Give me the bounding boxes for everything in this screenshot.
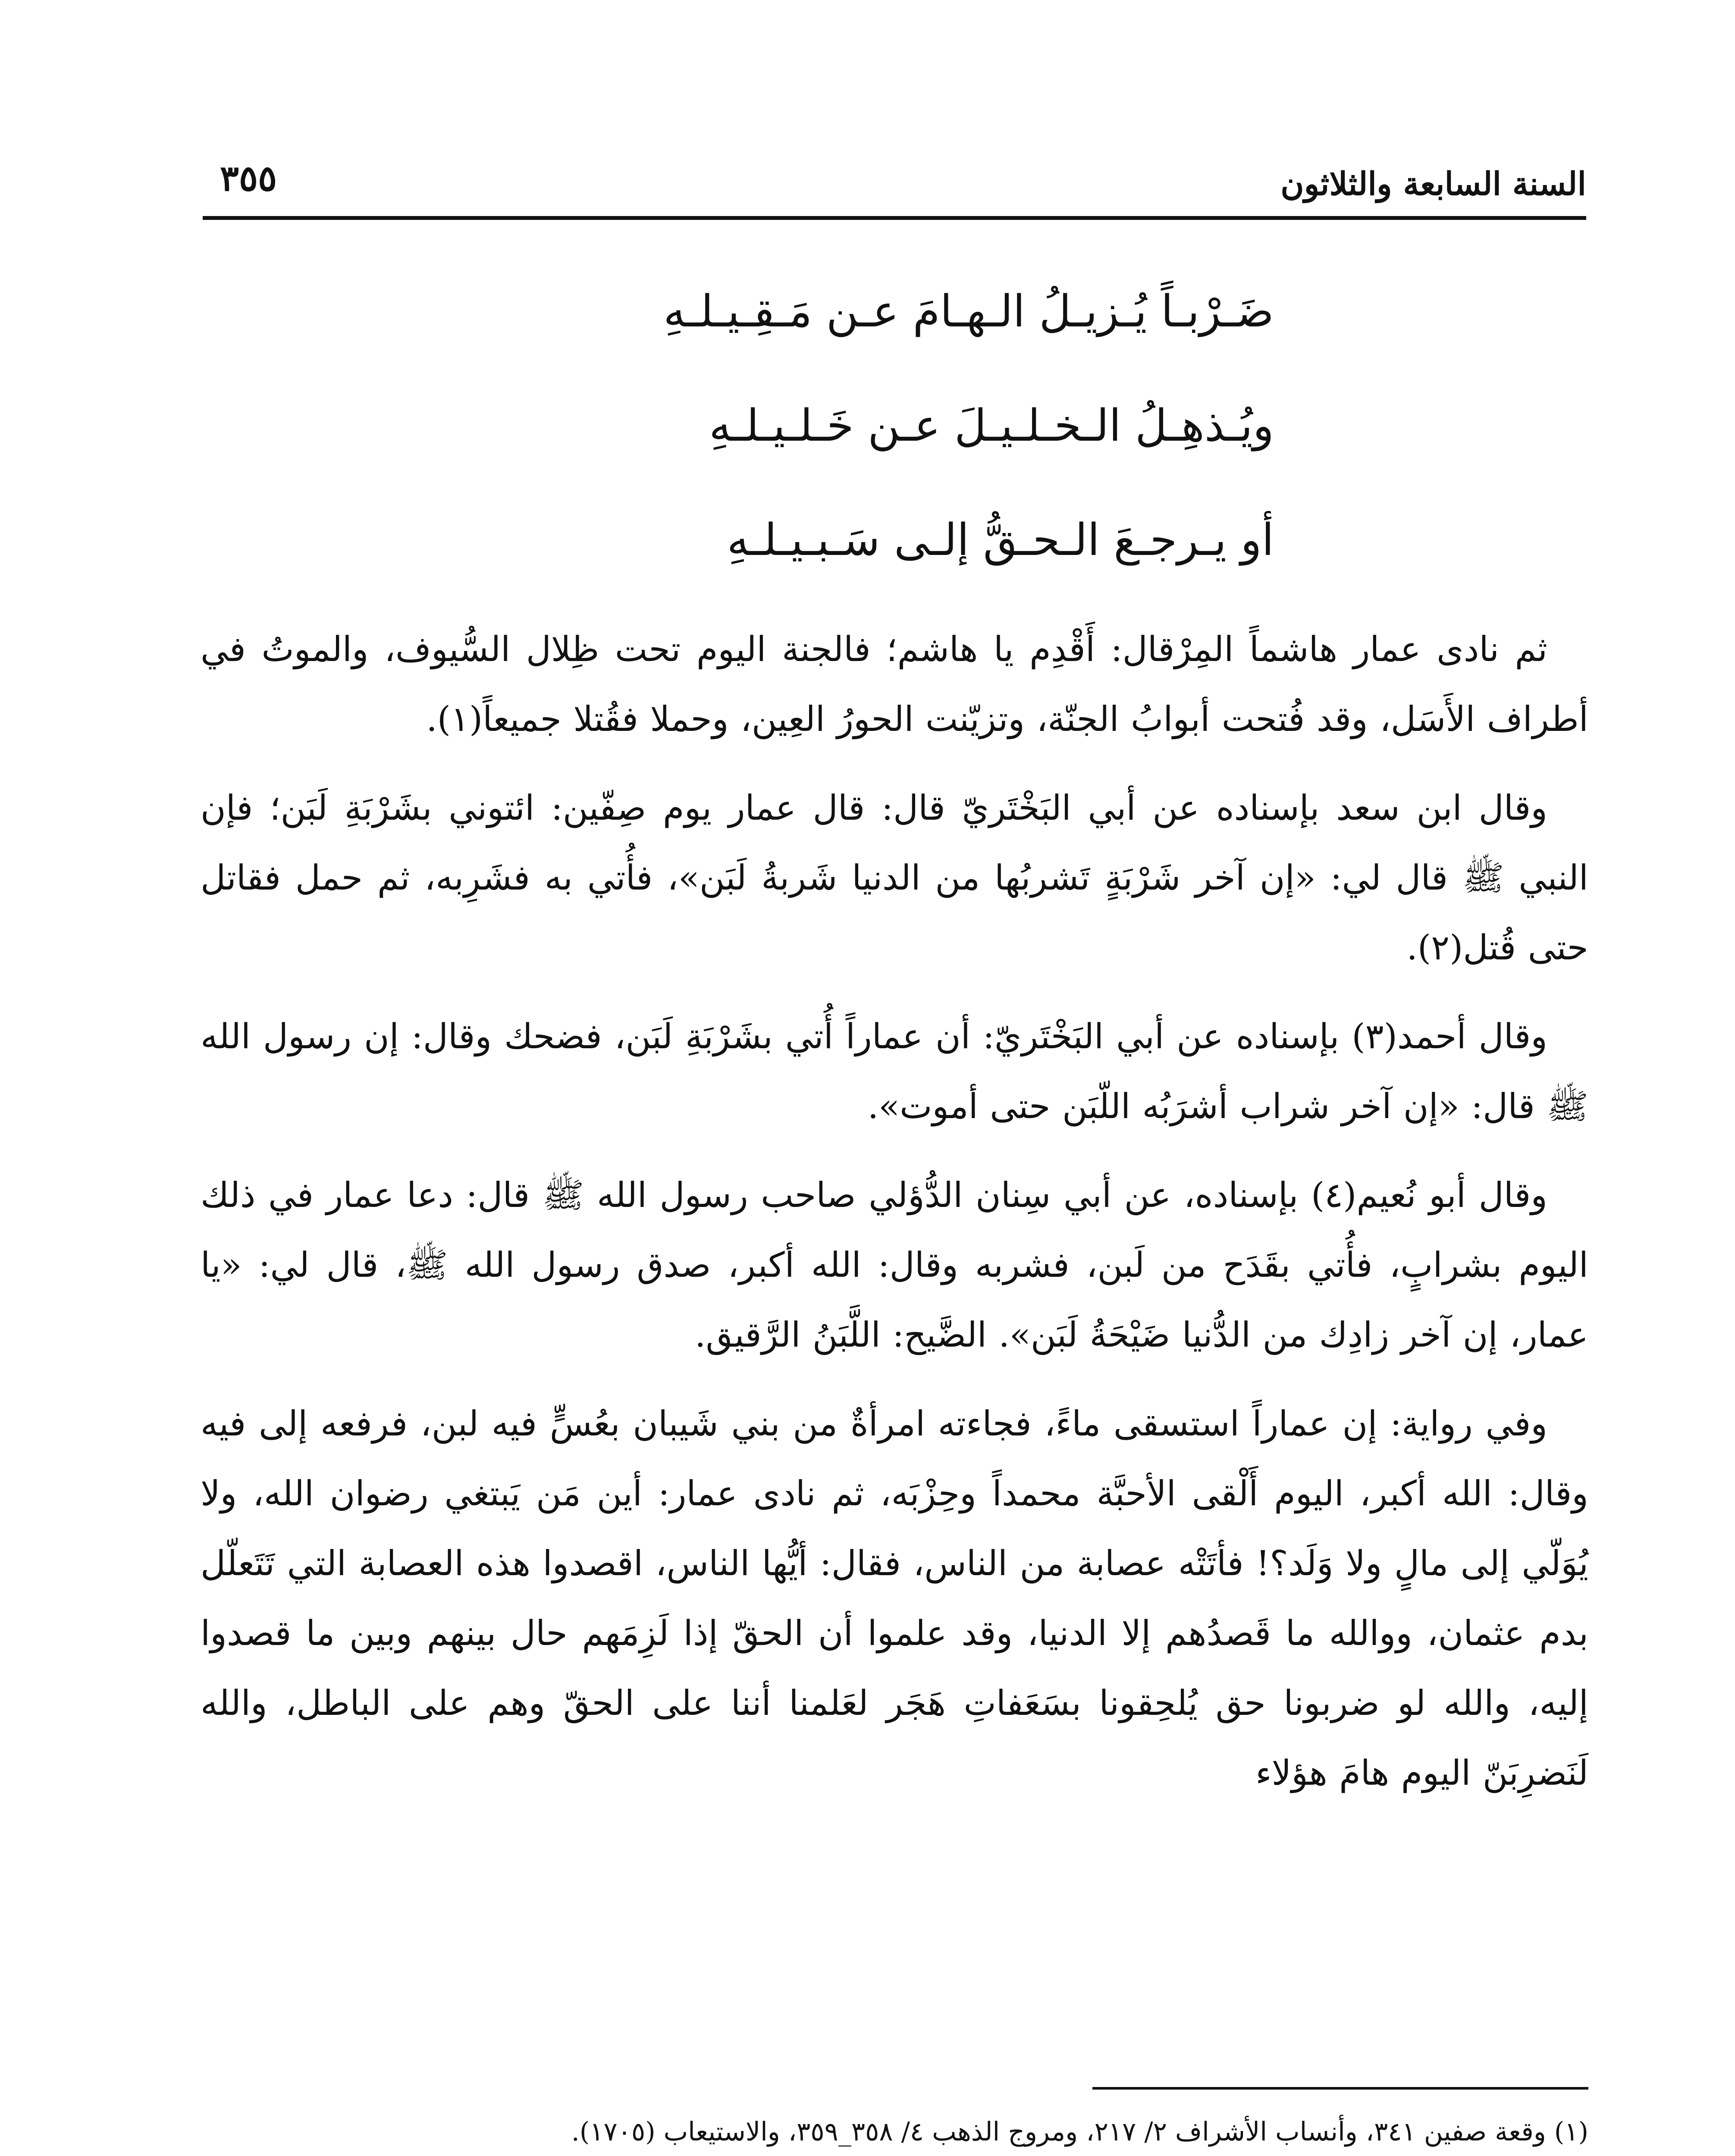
paragraph: وقال ابن سعد بإسناده عن أبي البَخْتَريّ قال: قال عمار يوم صِفّين: ائتوني بشَرْبَةِ لَبَن؛ فإن النبي ﷺ قال لي: «إن آخر شَرْبَةٍ تَشربُها من الدنيا شَربةُ لَبَن»، فأُتي به فشَرِبه، ثم حمل فقاتل حتى قُتل(٢). [201, 788, 1588, 968]
running-title: السنة السابعة والثلاثون [1280, 166, 1586, 203]
header-rule [203, 216, 1586, 220]
poem-verses [515, 254, 1274, 597]
footnote: (١) وقعة صفين ٣٤١، وأنساب الأشراف ٢/ ٢١٧، ومروج الذهب ٤/ ٣٥٨_٣٥٩، والاستيعاب (١٧٠٥). [571, 2117, 1588, 2147]
paragraph: وقال أبو نُعيم(٤) بإسناده، عن أبي سِنان الدُّؤلي صاحب رسول الله ﷺ قال: دعا عمار في ذلك اليوم بشرابٍ، فأُتي بقَدَح من لَبن، فشربه وقال: الله أكبر، صدق رسول الله ﷺ، قال لي: «يا عمار، إن آخر زادِك من الدُّنيا ضَيْحَةُ لَبَن». الضَّيح: اللَّبَنُ الرَّقيق. [201, 1175, 1588, 1355]
paragraph: وفي رواية: إن عماراً استسقى ماءً، فجاءته امرأةٌ من بني شَيبان بعُسٍّ فيه لبن، فرفعه إلى فيه وقال: الله أكبر، اليوم أَلْقى الأحبَّة محمداً وحِزْبَه، ثم نادى عمار: أين مَن يَبتغي رضوان الله، ولا يُوَلّي إلى مالٍ ولا وَلَد؟! فأتَتْه عصابة من الناس، فقال: أيُّها الناس، اقصدوا هذه العصابة التي تَتَعلّل بدم عثمان، ووالله ما قَصدُهم إلا الدنيا، وقد علموا أن الحقّ إذا لَزِمَهم حال بينهم وبين ما قصدوا إليه، والله لو ضربونا حق يُلحِقونا بسَعَفاتِ هَجَر لعَلمنا أننا على الحقّ وهم على الباطل، والله لَنَضرِبَنّ اليوم هامَ هؤلاء [201, 1404, 1589, 1793]
paragraph: ثم نادى عمار هاشماً المِرْقال: أَقْدِم يا هاشم؛ فالجنة اليوم تحت ظِلال السُّيوف، والموتُ في أطراف الأَسَل، وقد فُتحت أبوابُ الجنّة، وتزيّنت الحورُ العِين، وحملا فقُتلا جميعاً(١). [201, 629, 1588, 739]
page-header [203, 138, 1586, 220]
main-text [201, 254, 1588, 1827]
footnotes [201, 2106, 1588, 2156]
verse-line: ضَـرْبـاً يُـزيـلُ الـهـامَ عـن مَـقِـيـلـهِ [663, 286, 1274, 337]
paragraph: وقال أحمد(٣) بإسناده عن أبي البَخْتَريّ: أن عماراً أُتي بشَرْبَةِ لَبَن، فضحك وقال: إن رسول الله ﷺ قال: «إن آخر شراب أشرَبُه اللّبَن حتى أموت». [201, 1016, 1588, 1126]
verse-line: أو يـرجـعَ الـحـقُّ إلـى سَـبـيـلـهِ [727, 514, 1274, 566]
verse-line: ويُـذهِـلُ الـخـلـيـلَ عـن خَـلـيـلـهِ [709, 400, 1274, 451]
page-number: ٣٥٥ [220, 158, 277, 199]
footnote-rule [1092, 2087, 1588, 2090]
